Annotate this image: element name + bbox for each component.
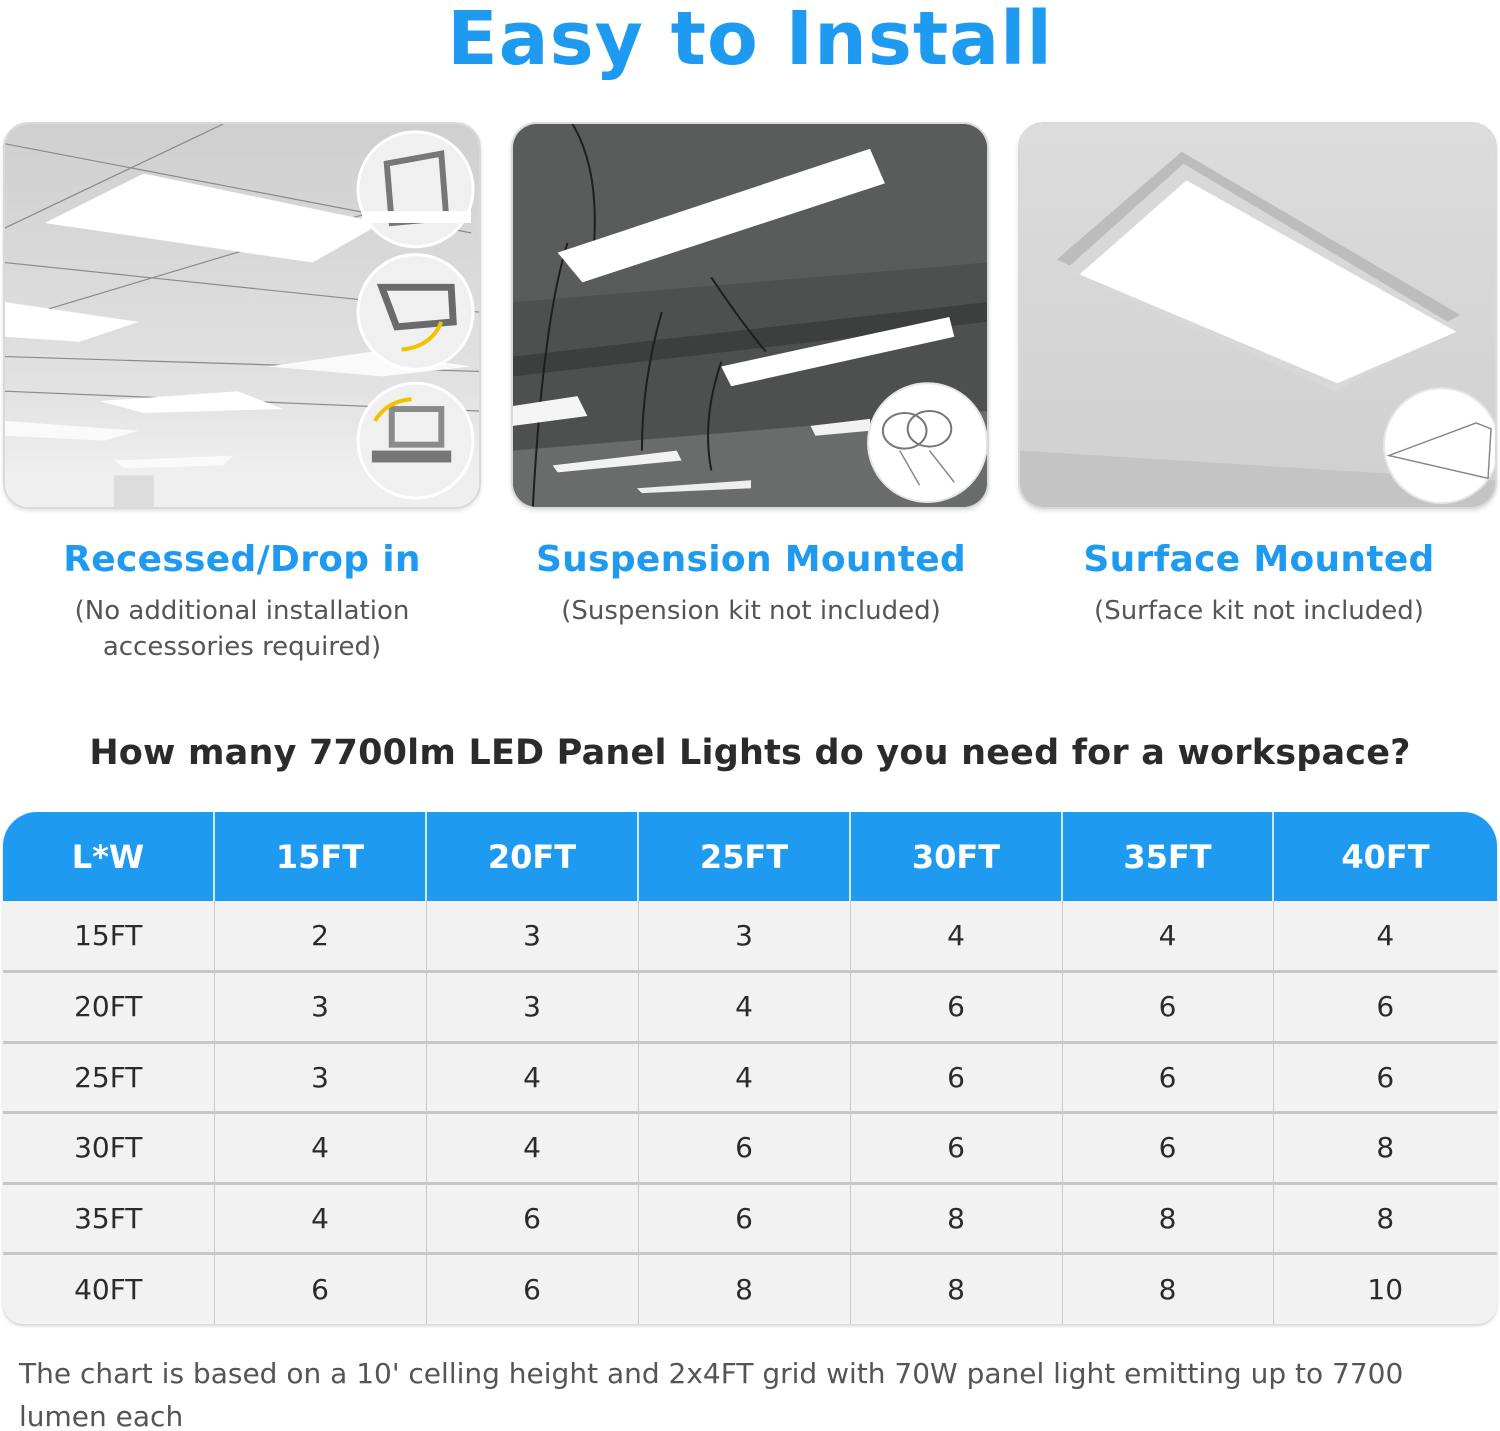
table-cell: 4 (638, 1042, 850, 1113)
table-cell: 4 (850, 901, 1062, 972)
column-header: 40FT (1273, 812, 1497, 901)
table-cell: 3 (214, 972, 426, 1043)
table-cell: 4 (1273, 901, 1497, 972)
table-row (3, 901, 1497, 972)
table-cell: 3 (426, 901, 638, 972)
method-note (0, 593, 484, 665)
table-cell: 8 (638, 1254, 850, 1325)
column-header: 25FT (638, 812, 850, 901)
method-title: Suspension Mounted (535, 539, 967, 580)
row-label: 20FT (3, 972, 214, 1043)
row-label: 30FT (3, 1113, 214, 1184)
table-cell: 2 (214, 901, 426, 972)
row-label: 40FT (3, 1254, 214, 1325)
table-cell: 10 (1273, 1254, 1497, 1325)
table-cell: 6 (1062, 1042, 1273, 1113)
table-row (3, 1042, 1497, 1113)
bracket-icon (358, 132, 473, 247)
table-cell: 8 (1273, 1113, 1497, 1184)
method-suspension (506, 535, 996, 629)
bracket-fold-icon (358, 383, 473, 498)
table-cell: 8 (1273, 1183, 1497, 1254)
table-row (3, 1113, 1497, 1184)
table-cell: 3 (638, 901, 850, 972)
table-cell: 6 (426, 1183, 638, 1254)
table-cell: 3 (426, 972, 638, 1043)
row-label: 35FT (3, 1183, 214, 1254)
table-row (3, 1254, 1497, 1325)
table-cell: 6 (1062, 1113, 1273, 1184)
table-footnote: The chart is based on a 10' celling height and 2x4FT grid with 70W panel light emitting up to 7700 lumen each (19, 1357, 1404, 1431)
table-cell: 6 (1273, 1042, 1497, 1113)
table-cell: 4 (426, 1042, 638, 1113)
recessed-ceiling-panel-photo (3, 122, 481, 509)
panel-count-table (3, 812, 1497, 1324)
table-cell: 6 (638, 1113, 850, 1184)
bracket-rotate-icon (358, 255, 473, 370)
method-title: Surface Mounted (1083, 539, 1435, 580)
method-note: (Suspension kit not included) (561, 596, 941, 626)
table-cell: 4 (1062, 901, 1273, 972)
method-surface (1010, 535, 1500, 629)
table-cell: 6 (850, 972, 1062, 1043)
table-cell: 6 (214, 1254, 426, 1325)
table-question-heading: How many 7700lm LED Panel Lights do you need for a workspace? (89, 733, 1411, 773)
table-cell: 6 (638, 1183, 850, 1254)
table-cell: 4 (214, 1113, 426, 1184)
column-header: L*W (3, 812, 214, 901)
suspended-panel-photo (511, 122, 989, 509)
method-title: Recessed/Drop in (63, 539, 421, 580)
table-cell: 8 (850, 1254, 1062, 1325)
column-header: 35FT (1062, 812, 1273, 901)
suspension-cable-icon (868, 383, 987, 502)
table-cell: 8 (1062, 1254, 1273, 1325)
method-note: (Surface kit not included) (1094, 596, 1424, 626)
surface-mounted-panel-photo (1018, 122, 1497, 509)
table-cell: 3 (214, 1042, 426, 1113)
table-cell: 4 (638, 972, 850, 1043)
column-header: 20FT (426, 812, 638, 901)
table-cell: 4 (214, 1183, 426, 1254)
table-cell: 6 (850, 1113, 1062, 1184)
table-row (3, 972, 1497, 1043)
table-cell: 6 (426, 1254, 638, 1325)
method-note-line: accessories required) (102, 632, 382, 662)
table-row (3, 1183, 1497, 1254)
table-cell: 6 (1062, 972, 1273, 1043)
table-cell: 8 (850, 1183, 1062, 1254)
row-label: 25FT (3, 1042, 214, 1113)
table-cell: 8 (1062, 1183, 1273, 1254)
page-title: Easy to Install (447, 0, 1053, 82)
method-recessed (0, 535, 484, 665)
table-cell: 6 (1273, 972, 1497, 1043)
table-cell: 4 (426, 1113, 638, 1184)
table-header-row (3, 812, 1497, 901)
surface-frame-icon (1384, 388, 1495, 503)
column-header: 30FT (850, 812, 1062, 901)
method-note-line: (No additional installation (74, 596, 410, 626)
column-header: 15FT (214, 812, 426, 901)
row-label: 15FT (3, 901, 214, 972)
table-cell: 6 (850, 1042, 1062, 1113)
